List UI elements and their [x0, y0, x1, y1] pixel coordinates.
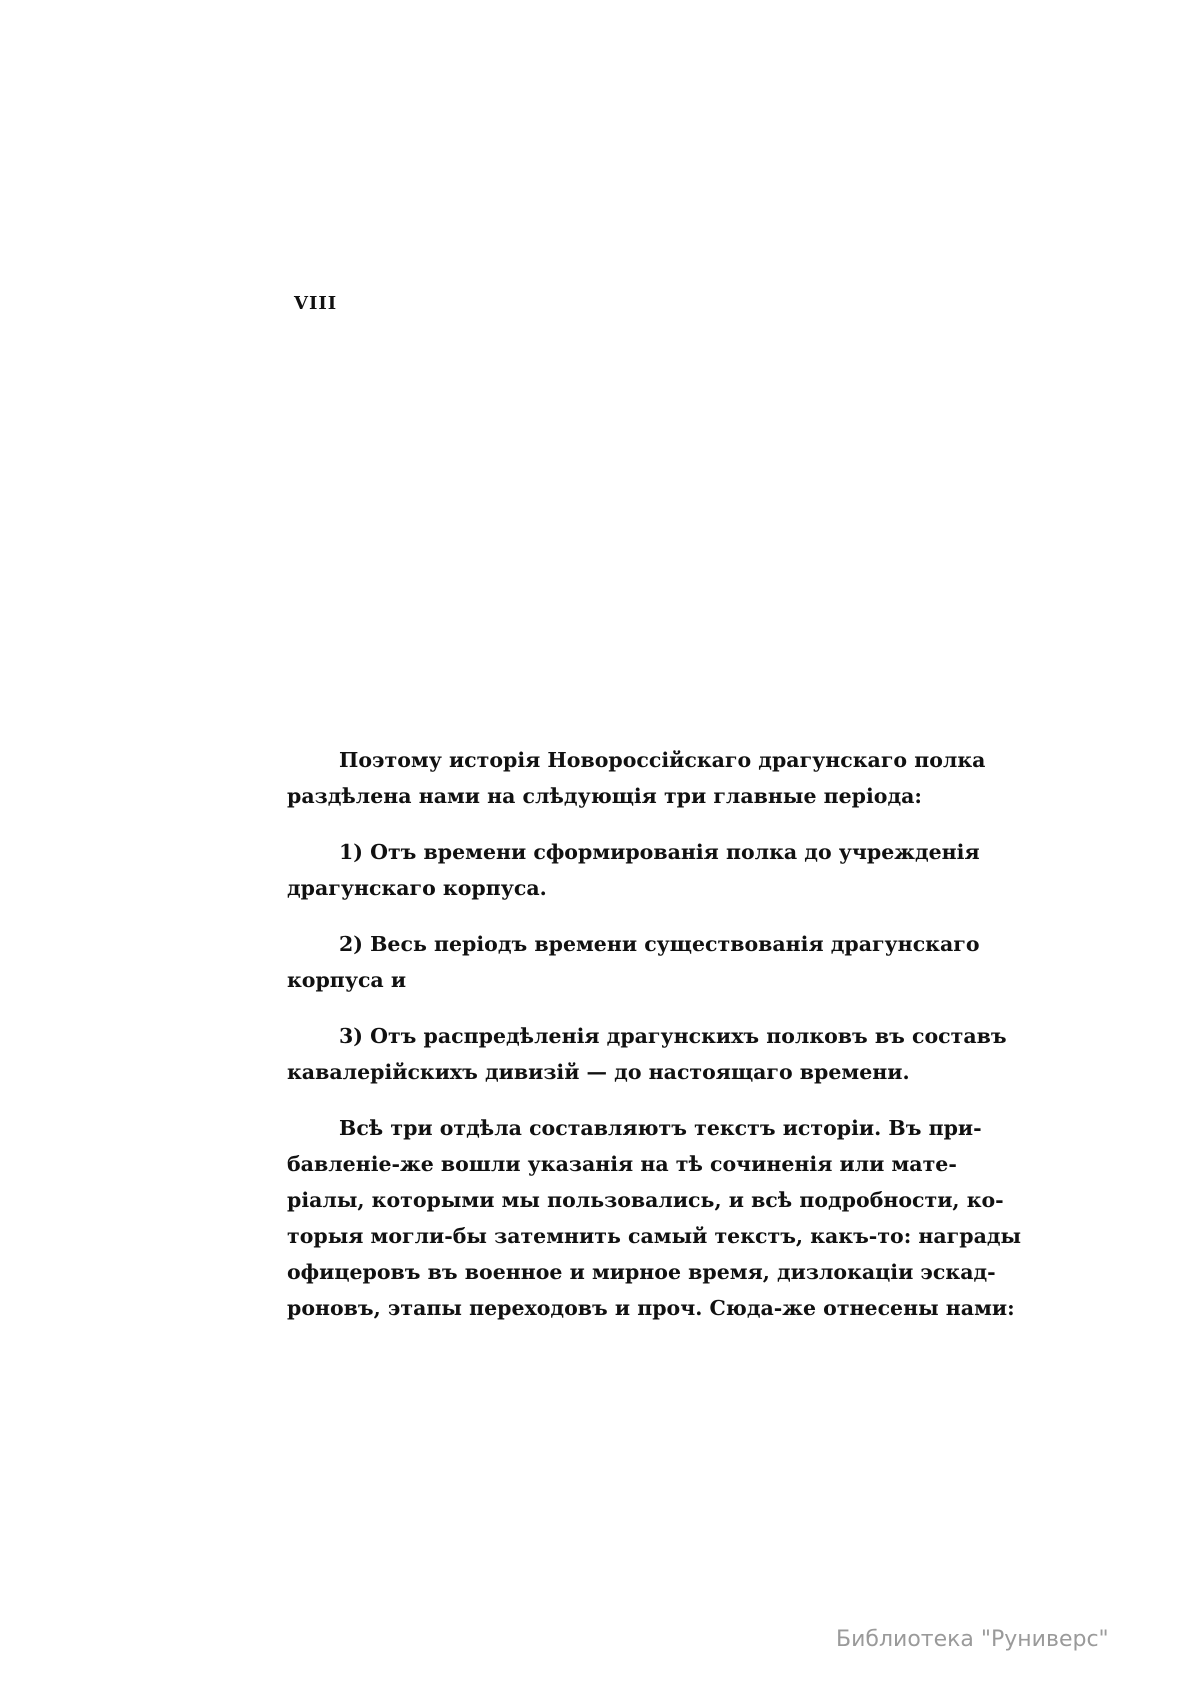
text-line: торыя могли-бы затемнить самый текстъ, какъ-то: награды [287, 1224, 1022, 1248]
library-watermark: Библиотека "Руниверс" [836, 1627, 1109, 1652]
text-line: 1) Отъ времени сформированія полка до учрежденія [339, 840, 980, 864]
paragraph-sections [287, 1110, 1022, 1326]
text-line: кавалерійскихъ дивизій — до настоящаго времени. [287, 1060, 910, 1084]
paragraph-period-1 [287, 834, 980, 906]
text-line: Всѣ три отдѣла составляютъ текстъ исторіи. Въ при- [339, 1116, 982, 1140]
text-line: 3) Отъ распредѣленія драгунскихъ полковъ въ составъ [339, 1024, 1007, 1048]
paragraph-intro [287, 742, 986, 814]
text-line: бавленіе-же вошли указанія на тѣ сочиненія или мате- [287, 1152, 957, 1176]
text-line: роновъ, этапы переходовъ и проч. Сюда-же отнесены нами: [287, 1296, 1015, 1320]
paragraph-period-3 [287, 1018, 1007, 1090]
text-line: офицеровъ въ военное и мирное время, дизлокаціи эскад- [287, 1260, 996, 1284]
text-line: ріалы, которыми мы пользовались, и всѣ подробности, ко- [287, 1188, 1004, 1212]
page-number: VIII [294, 293, 338, 314]
text-line: корпуса и [287, 968, 407, 992]
text-line: раздѣлена нами на слѣдующія три главные періода: [287, 784, 922, 808]
text-line: драгунскаго корпуса. [287, 876, 547, 900]
paragraph-period-2 [287, 926, 980, 998]
text-line: Поэтому исторія Новороссійскаго драгунскаго полка [339, 748, 986, 772]
text-line: 2) Весь періодъ времени существованія драгунскаго [339, 932, 980, 956]
body-text [287, 742, 1022, 1346]
